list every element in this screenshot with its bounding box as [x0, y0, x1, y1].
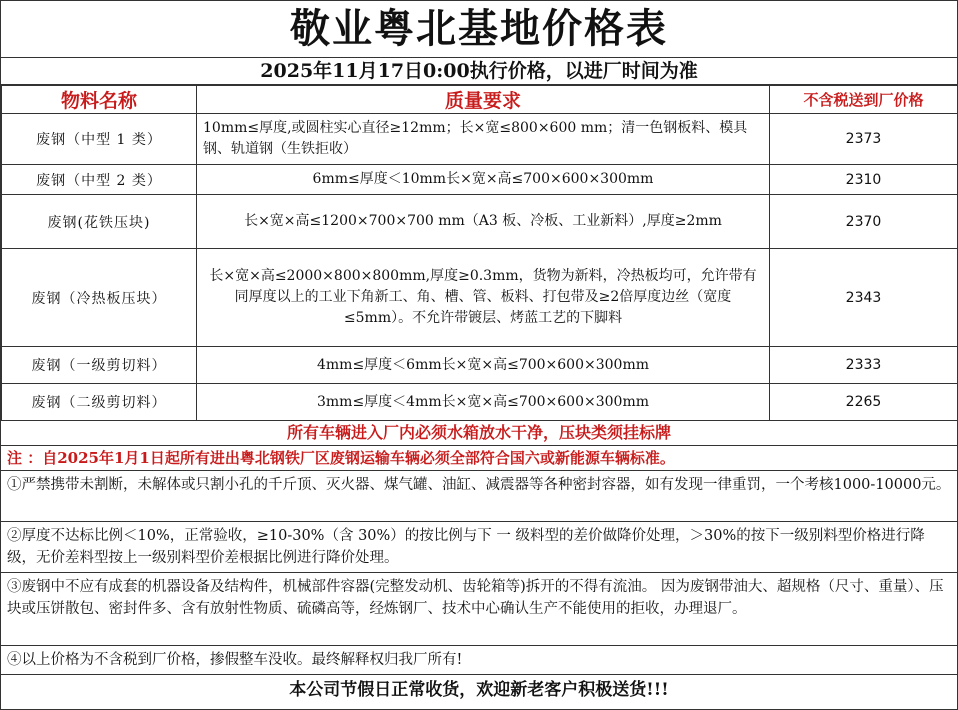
header-price: 不含税送到厂价格	[770, 86, 958, 114]
header-material-name: 物料名称	[2, 86, 197, 114]
price-value: 2370	[770, 195, 958, 249]
rule-reject-conditions: ③废钢中不应有成套的机器设备及结构件，机械部件容器(完整发动机、齿轮箱等)拆开的不得有流油。 因为废钢带油大、超规格（尺寸、重量）、压块或压饼散包、密封件多、含有放射性物质、硫磷高等，经炼钢厂、技术中心确认生产不能使用的拒收，办理退厂。	[1, 573, 957, 646]
price-value: 2333	[770, 347, 958, 384]
price-value: 2310	[770, 165, 958, 195]
price-value: 2343	[770, 249, 958, 347]
material-name: 废钢（中型 2 类）	[2, 165, 197, 195]
page-title: 敬业粤北基地价格表	[1, 1, 957, 58]
table-row	[2, 249, 958, 347]
table-row	[2, 347, 958, 384]
rule-sealed-containers: ①严禁携带未割断，未解体或只割小孔的千斤顶、灭火器、煤气罐、油缸、减震器等各种密封容器，如有发现一律重罚，一个考核1000-10000元。	[1, 471, 957, 522]
rule-price-terms: ④以上价格为不含税到厂价格，掺假整车没收。最终解释权归我厂所有!	[1, 646, 957, 675]
table-row	[2, 384, 958, 421]
table-row	[2, 195, 958, 249]
header-quality-requirement: 质量要求	[197, 86, 770, 114]
quality-requirement: 10mm≤厚度,或圆柱实心直径≥12mm；长×宽≤800×600 mm；清一色钢板料、模具钢、轨道钢（生铁拒收）	[197, 114, 770, 165]
material-name: 废钢（冷热板压块）	[2, 249, 197, 347]
price-table	[1, 85, 958, 421]
quality-requirement: 6mm≤厚度＜10mm长×宽×高≤700×600×300mm	[197, 165, 770, 195]
rule-thickness-deduction: ②厚度不达标比例＜10%，正常验收，≥10-30%（含 30%）的按比例与下 一 级料型的差价做降价处理，＞30%的按下一级别料型价格进行降级，无价差料型按上一级别料型价差根据比例进行降价处理。	[1, 522, 957, 573]
quality-requirement: 3mm≤厚度＜4mm长×宽×高≤700×600×300mm	[197, 384, 770, 421]
table-row	[2, 165, 958, 195]
material-name: 废钢（中型 1 类）	[2, 114, 197, 165]
price-value: 2373	[770, 114, 958, 165]
quality-requirement: 长×宽×高≤2000×800×800mm,厚度≥0.3mm，货物为新料，冷热板均可，允许带有同厚度以上的工业下角新工、角、槽、管、板料、打包带及≥2倍厚度边丝（宽度≤5mm）。不允许带镀层、烤蓝工艺的下脚料	[197, 249, 770, 347]
quality-requirement: 长×宽×高≤1200×700×700 mm（A3 板、冷板、工业新料）,厚度≥2mm	[197, 195, 770, 249]
material-name: 废钢(花铁压块)	[2, 195, 197, 249]
water-tank-notice: 所有车辆进入厂内必须水箱放水干净，压块类须挂标牌	[1, 421, 957, 446]
emission-standard-notice: 注 ：自2025年1月1日起所有进出粤北钢铁厂区废钢运输车辆必须全部符合国六或新能源车辆标准。	[1, 446, 957, 471]
table-row	[2, 114, 958, 165]
price-value: 2265	[770, 384, 958, 421]
material-name: 废钢（一级剪切料）	[2, 347, 197, 384]
effective-date: 2025年11月17日0:00执行价格，以进厂时间为准	[1, 58, 957, 85]
table-header-row	[2, 86, 958, 114]
footer-note: 本公司节假日正常收货，欢迎新老客户积极送货!!!	[289, 680, 669, 700]
quality-requirement: 4mm≤厚度＜6mm长×宽×高≤700×600×300mm	[197, 347, 770, 384]
material-name: 废钢（二级剪切料）	[2, 384, 197, 421]
